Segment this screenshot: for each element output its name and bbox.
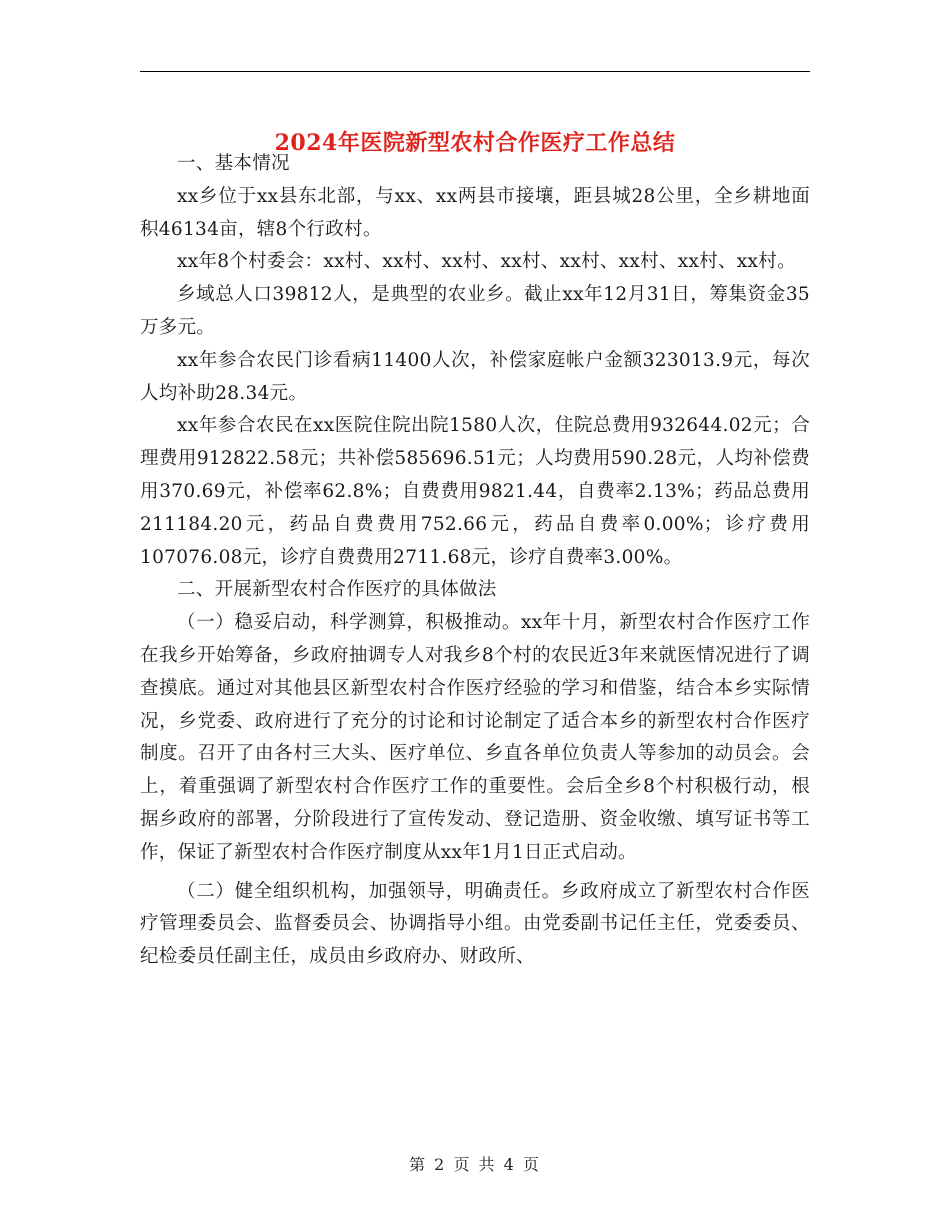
section-heading-practices: 二、开展新型农村合作医疗的具体做法: [177, 579, 497, 601]
section-heading-basic-info: 一、基本情况: [177, 153, 290, 174]
paragraph-villages: xx年8个村委会：xx村、xx村、xx村、xx村、xx村、xx村、xx村、xx村。: [177, 251, 796, 273]
paragraph-location: xx乡位于xx县东北部，与xx、xx两县市接壤，距县城28公里，全乡耕地面积46134亩，辖8个行政村。: [140, 185, 810, 240]
paragraph-outpatient: xx年参合农民门诊看病11400人次，补偿家庭帐户金额323013.9元，每次人均补助28.34元。: [140, 349, 810, 404]
paragraph-inpatient: xx年参合农民在xx医院住院出院1580人次，住院总费用932644.02元；合理费用912822.58元；共补偿585696.51元；人均费用590.28元，人均补偿费用370.69元，补偿率62.8%；自费费用9821.44，自费率2.13%；药品总费用211184.20元，药品自费费用752.66元，药品自费率0.00%；诊疗费用107076.08元，诊疗自费费用2711.68元，诊疗自费率3.00%。: [140, 415, 810, 568]
paragraph-practice-1: （一）稳妥启动，科学测算，积极推动。xx年十月，新型农村合作医疗工作在我乡开始筹备，乡政府抽调专人对我乡8个村的农民近3年来就医情况进行了调查摸底。通过对其他县区新型农村合作医疗经验的学习和借鉴，结合本乡实际情况，乡党委、政府进行了充分的讨论和讨论制定了适合本乡的新型农村合作医疗制度。召开了由各村三大头、医疗单位、乡直各单位负责人等参加的动员会。会上，着重强调了新型农村合作医疗工作的重要性。会后全乡8个村积极行动，根据乡政府的部署，分阶段进行了宣传发动、登记造册、资金收缴、填写证书等工作，保证了新型农村合作医疗制度从xx年1月1日正式启动。: [140, 612, 810, 863]
paragraph-practice-2: （二）健全组织机构，加强领导，明确责任。乡政府成立了新型农村合作医疗管理委员会、监督委员会、协调指导小组。由党委副书记任主任，党委委员、纪检委员任副主任，成员由乡政府办、财政所、: [140, 880, 810, 968]
page-number: 第 2 页 共 4 页: [409, 1155, 541, 1174]
document-title: 2024年医院新型农村合作医疗工作总结: [274, 129, 676, 156]
document-body: [140, 148, 810, 974]
paragraph-population: 乡域总人口39812人，是典型的农业乡。截止xx年12月31日，筹集资金35万多元。: [140, 284, 810, 338]
header-rule: [140, 71, 810, 72]
